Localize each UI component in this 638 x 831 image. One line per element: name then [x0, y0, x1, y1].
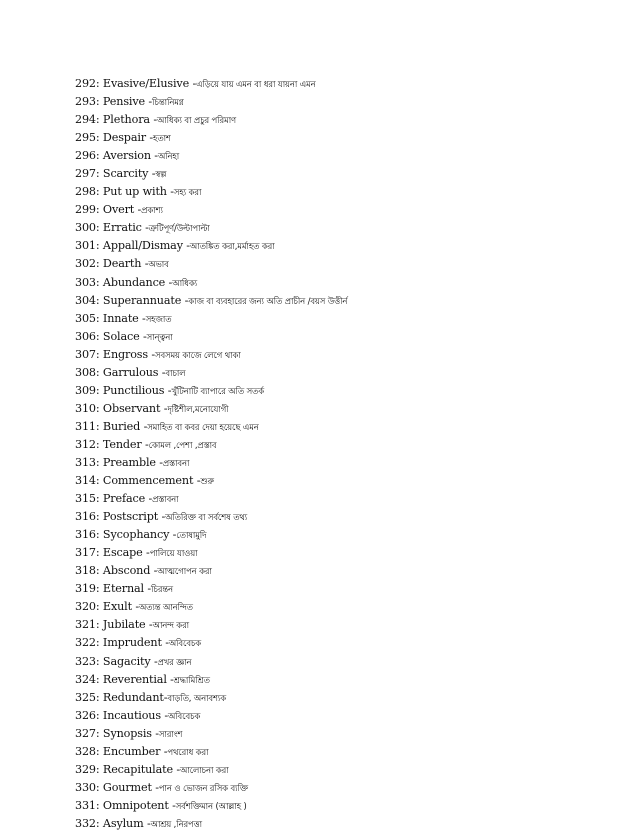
vocabulary-word: 320: Exult - [75, 600, 139, 614]
bengali-meaning: আলোচনা করা [179, 764, 229, 775]
list-item [75, 73, 615, 91]
bengali-meaning: অত্যন্ত আনন্দিত [138, 602, 193, 613]
vocabulary-word: 292: Evasive/Elusive - [75, 77, 197, 90]
vocabulary-word: 293: Pensive - [75, 95, 153, 109]
bengali-meaning: কাজ বা ব্যবহারের জন্য অতি প্রাচীন /বয়স উত্তীর্ন [188, 295, 348, 306]
list-item [75, 795, 615, 813]
bengali-meaning: দৃষ্টিশীল,মনোযোগী [167, 403, 229, 414]
bengali-meaning: তোষামুদি [176, 530, 207, 541]
bengali-meaning: সারাংশ [158, 728, 183, 739]
vocabulary-word: 313: Preamble - [75, 455, 163, 469]
list-item [75, 181, 615, 199]
list-item [75, 235, 615, 253]
vocabulary-word: 312: Tender - [75, 437, 149, 451]
vocabulary-word: 310: Observant - [75, 401, 168, 415]
list-item [75, 109, 615, 127]
bengali-meaning: আতঙ্কিত করা,মর্মাহত করা [189, 241, 275, 252]
bengali-meaning: অবিবেচক [168, 710, 201, 721]
list-item [75, 272, 615, 290]
bengali-meaning: সহ্য করা [173, 187, 202, 198]
bengali-meaning: আশ্রয় ,নিরপত্তা [150, 818, 202, 829]
bengali-meaning: খুঁটিনাটি ব্যাপারে অতি সতর্ক [171, 385, 264, 396]
bengali-meaning: বাচাল [165, 367, 186, 378]
list-item [75, 560, 615, 578]
vocabulary-word: 311: Buried - [75, 419, 148, 433]
vocabulary-word: 321: Jubilate - [75, 618, 153, 632]
list-item [75, 723, 615, 741]
list-item [75, 759, 615, 777]
bengali-meaning: আনন্দ করা [152, 620, 190, 631]
bengali-meaning: স্বল্প [155, 169, 167, 180]
list-item [75, 596, 615, 614]
list-item [75, 344, 615, 362]
bengali-meaning: প্রস্তাবনা [152, 494, 179, 505]
list-item [75, 398, 615, 416]
list-item [75, 813, 615, 831]
vocabulary-word: 329: Recapitulate - [75, 762, 180, 776]
vocabulary-word: 316: Sycophancy - [75, 528, 177, 542]
list-item [75, 163, 615, 181]
vocabulary-word: 305: Innate - [75, 311, 146, 325]
vocabulary-word: 328: Encumber - [75, 744, 168, 758]
list-item [75, 127, 615, 145]
bengali-meaning: আত্মগোপন করা [157, 566, 212, 577]
bengali-meaning: পথরোধ করা [167, 746, 209, 757]
vocabulary-word: 302: Dearth - [75, 257, 149, 271]
list-item [75, 777, 615, 795]
vocabulary-word: 304: Superannuate - [75, 293, 189, 307]
vocabulary-list [75, 73, 615, 831]
list-item [75, 308, 615, 326]
vocabulary-word: 300: Erratic - [75, 221, 149, 235]
vocabulary-word: 327: Synopsis - [75, 726, 159, 740]
list-item [75, 524, 615, 542]
vocabulary-word: 299: Overt - [75, 203, 142, 217]
list-item [75, 705, 615, 723]
bengali-meaning: সান্ত্বনা [146, 331, 173, 342]
list-item [75, 290, 615, 308]
vocabulary-word: 309: Punctilious - [75, 383, 172, 397]
vocabulary-word: 294: Plethora - [75, 113, 157, 127]
list-item [75, 488, 615, 506]
list-item [75, 470, 615, 488]
list-item [75, 380, 615, 398]
list-item [75, 91, 615, 109]
list-item [75, 687, 615, 705]
vocabulary-word: 323: Sagacity - [75, 654, 158, 668]
bengali-meaning: প্রস্তাবনা [162, 457, 190, 468]
vocabulary-word: 316: Postscript - [75, 510, 166, 524]
list-item [75, 578, 615, 596]
list-item [75, 434, 615, 452]
list-item [75, 326, 615, 344]
list-item [75, 416, 615, 434]
list-item [75, 542, 615, 560]
vocabulary-word: 314: Commencement - [75, 474, 201, 488]
vocabulary-word: 306: Solace - [75, 329, 147, 343]
vocabulary-word: 331: Omnipotent - [75, 798, 176, 812]
list-item [75, 669, 615, 687]
vocabulary-word: 318: Abscond - [75, 564, 158, 578]
bengali-meaning: সমাহিত বা কবর দেয়া হয়েছে এমন [147, 421, 259, 432]
bengali-meaning: সর্বশক্তিমান (আল্লাহ ) [175, 800, 247, 811]
bengali-meaning: প্রকাশ্য [141, 205, 163, 216]
bengali-meaning: অভাব [148, 259, 169, 270]
vocabulary-word: 297: Scarcity - [75, 167, 156, 181]
bengali-meaning: অবিবেচক [168, 638, 202, 649]
vocabulary-word: 295: Despair - [75, 131, 154, 145]
bengali-meaning: পান ও ভোজন রসিক ব্যক্তি [158, 782, 248, 793]
list-item [75, 741, 615, 759]
vocabulary-word: 307: Engross - [75, 347, 156, 361]
list-item [75, 362, 615, 380]
vocabulary-word: 332: Asylum - [75, 816, 151, 830]
vocabulary-word: 315: Preface - [75, 492, 153, 506]
bengali-meaning: শ্রদ্ধামিশ্রিত [173, 674, 210, 685]
bengali-meaning: অতিরিক্ত বা সর্বশেষ তথ্য [165, 512, 248, 523]
bengali-meaning: অনিহা [157, 151, 180, 162]
list-item [75, 253, 615, 271]
vocabulary-word: 296: Aversion - [75, 149, 158, 163]
list-item [75, 614, 615, 632]
bengali-meaning: বাড়তি, অনাবশ্যক [167, 692, 227, 703]
vocabulary-word: 324: Reverential - [75, 672, 174, 686]
list-item [75, 452, 615, 470]
bengali-meaning: হতাশ [153, 133, 171, 144]
bengali-meaning: এড়িয়ে যায় এমন বা ধরা যায়না এমন [196, 79, 316, 89]
vocabulary-word: 322: Imprudent - [75, 636, 169, 650]
vocabulary-word: 330: Gourmet - [75, 780, 159, 794]
bengali-meaning: চিন্তানিমগ্ন [152, 97, 184, 108]
bengali-meaning: কোমল ,পেশা ,প্রস্তাব [148, 439, 217, 450]
list-item [75, 651, 615, 669]
vocabulary-word: 301: Appall/Dismay - [75, 239, 190, 253]
vocabulary-word: 308: Garrulous - [75, 365, 166, 379]
vocabulary-word: 326: Incautious - [75, 708, 168, 722]
bengali-meaning: শুরু [200, 476, 214, 487]
list-item [75, 199, 615, 217]
bengali-meaning: আধিক্য বা প্রচুর পরিমাণ [156, 115, 236, 126]
bengali-meaning: প্রখর জ্ঞান [157, 656, 192, 667]
vocabulary-word: 298: Put up with - [75, 185, 174, 199]
vocabulary-word: 325: Redundant- [75, 690, 168, 704]
bengali-meaning: চিরন্তন [151, 584, 173, 595]
list-item [75, 145, 615, 163]
bengali-meaning: পালিয়ে যাওয়া [149, 548, 198, 559]
vocabulary-word: 303: Abundance - [75, 275, 173, 289]
bengali-meaning: ত্রুটিপূর্ণ/উল্টাপাল্টা [148, 223, 210, 234]
bengali-meaning: সবসময় কাজে লেগে থাকা [155, 349, 241, 360]
vocabulary-word: 317: Escape - [75, 546, 150, 560]
list-item [75, 632, 615, 650]
list-item [75, 506, 615, 524]
list-item [75, 217, 615, 235]
bengali-meaning: আধিক্য [172, 277, 198, 288]
bengali-meaning: সহজাত [145, 313, 172, 324]
vocabulary-word: 319: Eternal - [75, 582, 151, 596]
